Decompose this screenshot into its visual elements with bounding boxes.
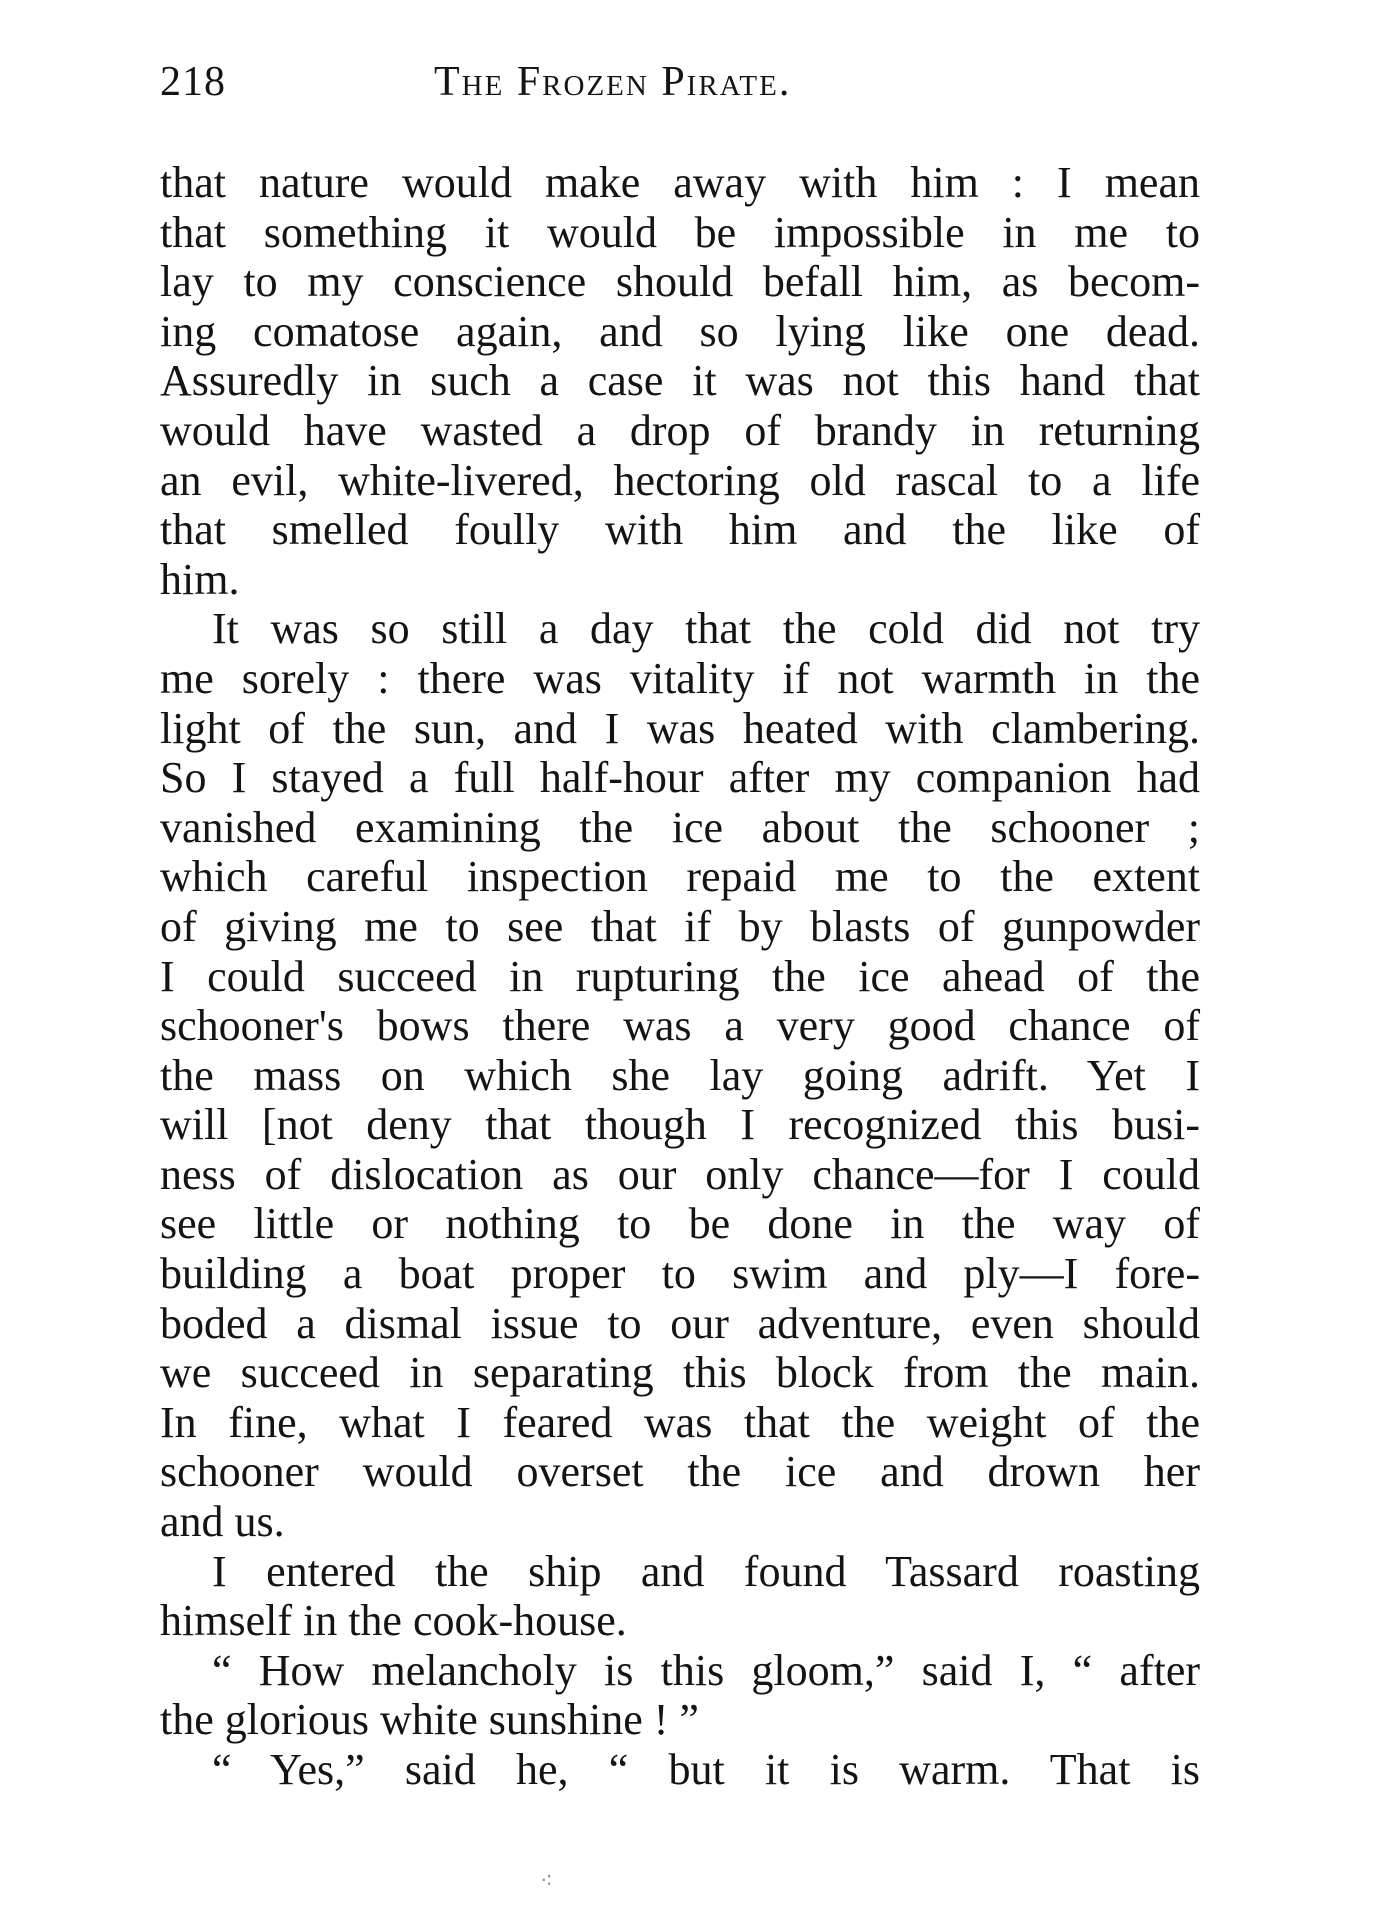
text-line: ing comatose again, and so lying like one dead.: [160, 306, 1200, 356]
page-header: [160, 58, 1200, 118]
text-line: the mass on which she lay going adrift. Yet I: [160, 1050, 1200, 1100]
text-line: would have wasted a drop of brandy in returning: [160, 405, 1200, 455]
text-line: that nature would make away with him : I mean: [160, 158, 1200, 207]
text-line: building a boat proper to swim and ply—I fore-: [160, 1249, 1200, 1299]
text-line: light of the sun, and I was heated with clambering.: [160, 703, 1200, 753]
paragraph-first-line: “ Yes,” said he, “ but it is warm. That is: [212, 1745, 1200, 1794]
text-line: and us.: [160, 1497, 285, 1547]
paragraph-first-line: “ How melancholy is this gloom,” said I, “ after: [212, 1645, 1200, 1695]
text-line: So I stayed a full half-hour after my companion had: [160, 753, 1200, 803]
text-line: an evil, white-livered, hectoring old rascal to a life: [160, 455, 1200, 505]
text-line: that smelled foully with him and the like of: [160, 505, 1200, 555]
text-line: we succeed in separating this block from the main.: [160, 1348, 1200, 1398]
body-text: [160, 158, 1200, 1795]
running-title: The Frozen Pirate.: [434, 59, 792, 105]
text-line: vanished examining the ice about the schooner ;: [160, 802, 1200, 852]
text-line: him.: [160, 554, 240, 604]
text-line: himself in the cook-house.: [160, 1596, 627, 1646]
text-line: boded a dismal issue to our adventure, even should: [160, 1298, 1200, 1348]
text-line: me sorely : there was vitality if not warmth in the: [160, 653, 1200, 703]
text-line: the glorious white sunshine ! ”: [160, 1695, 699, 1745]
text-line: which careful inspection repaid me to the extent: [160, 852, 1200, 902]
text-line: I could succeed in rupturing the ice ahead of the: [160, 951, 1200, 1001]
text-line: see little or nothing to be done in the way of: [160, 1199, 1200, 1249]
text-line: Assuredly in such a case it was not this hand that: [160, 356, 1200, 406]
paragraph-first-line: I entered the ship and found Tassard roasting: [212, 1546, 1200, 1596]
paragraph-first-line: It was so still a day that the cold did not try: [212, 604, 1200, 654]
page-number: 218: [160, 59, 226, 105]
text-line: lay to my conscience should befall him, as becom-: [160, 257, 1200, 307]
text-line: will [not deny that though I recognized this busi-: [160, 1100, 1200, 1150]
text-line: of giving me to see that if by blasts of gunpowder: [160, 901, 1200, 951]
scan-artifact-icon: ⁖: [540, 1868, 553, 1893]
text-line: schooner would overset the ice and drown her: [160, 1447, 1200, 1497]
text-line: that something it would be impossible in me to: [160, 207, 1200, 257]
text-line: In fine, what I feared was that the weight of the: [160, 1397, 1200, 1447]
text-line: schooner's bows there was a very good chance of: [160, 1001, 1200, 1051]
text-line: ness of dislocation as our only chance—for I could: [160, 1149, 1200, 1199]
